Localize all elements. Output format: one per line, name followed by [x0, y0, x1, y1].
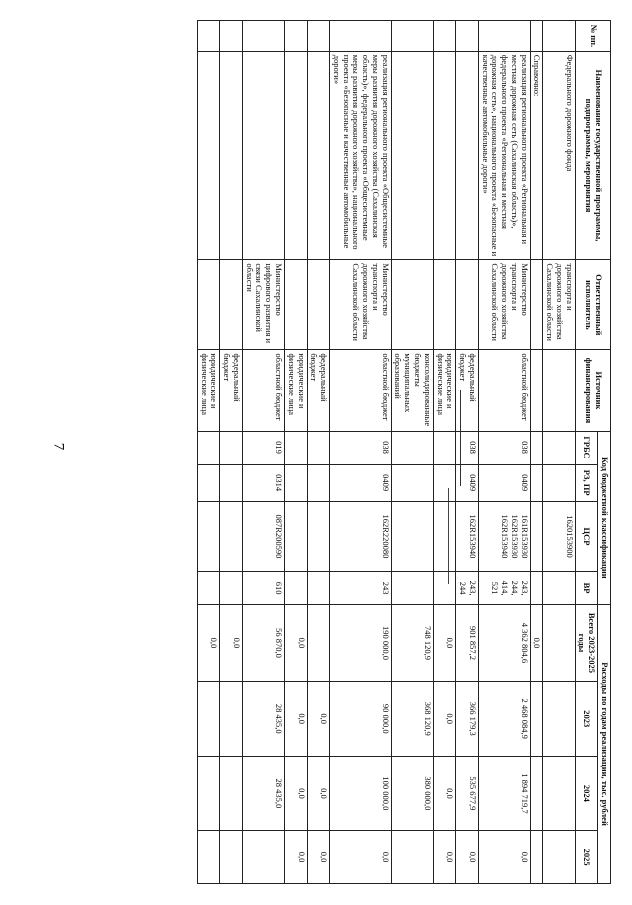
cell-rz	[197, 464, 220, 501]
cell-num	[433, 21, 456, 52]
cell-csr	[307, 501, 330, 571]
cell-grbs	[530, 431, 543, 464]
cell-csr	[220, 501, 243, 571]
cell-y2025	[391, 831, 433, 884]
table-row	[220, 21, 243, 884]
cell-num	[330, 21, 392, 52]
table-body	[197, 21, 575, 884]
cell-executor	[530, 260, 543, 350]
cell-csr: 087R200590	[242, 501, 284, 571]
cell-y2024: 0,0	[433, 756, 456, 831]
cell-executor: транспорта и дорожного хозяйства Сахалинской области	[543, 260, 575, 350]
cell-total	[543, 605, 575, 682]
header-2025: 2025	[575, 831, 598, 884]
cell-rz: 0409	[478, 464, 530, 501]
cell-executor: Министерство транспорта и дорожного хозяйства Сахалинской области	[330, 260, 392, 350]
cell-executor	[391, 260, 433, 350]
cell-grbs: 019	[242, 431, 284, 464]
cell-name	[220, 51, 243, 260]
cell-executor: Министерство транспорта и дорожного хозяйства Сахалинской области	[478, 260, 530, 350]
cell-name	[456, 51, 479, 260]
cell-y2025	[530, 831, 543, 884]
cell-y2024: 535 677,9	[456, 756, 479, 831]
cell-vr: 243	[330, 572, 392, 605]
page-number: 7	[50, 442, 67, 451]
cell-name: Справочно:	[530, 51, 543, 260]
cell-rz: 0409	[330, 464, 392, 501]
cell-y2025	[242, 831, 284, 884]
cell-num	[242, 21, 284, 52]
cell-source: областной бюджет	[242, 350, 284, 431]
cell-executor	[285, 260, 308, 350]
cell-name	[197, 51, 220, 260]
table-row	[307, 21, 330, 884]
cell-y2025: 0,0	[285, 831, 308, 884]
cell-grbs	[285, 431, 308, 464]
cell-grbs	[307, 431, 330, 464]
header-source: Источник финансирования	[575, 350, 610, 431]
cell-grbs	[543, 431, 575, 464]
cell-y2023: 366 179,3	[456, 681, 479, 756]
cell-num	[307, 21, 330, 52]
table-row	[197, 21, 220, 884]
cell-vr	[391, 572, 433, 605]
header-grbs: ГРБС	[575, 431, 598, 464]
cell-num	[456, 21, 479, 52]
cell-total: 748 120,9	[391, 605, 433, 682]
cell-num	[220, 21, 243, 52]
cell-vr	[530, 572, 543, 605]
cell-source: юридические и физические лица	[285, 350, 308, 431]
cell-total: 4 362 804,6	[478, 605, 530, 682]
cell-num	[543, 21, 575, 52]
cell-source: областной бюджет	[478, 350, 530, 431]
cell-name: реализация регионального проекта «Общесистемные меры развития дорожного хозяйства (Сахалинская область)», федерального проекта «Общесистемные меры развития дорожного хозяйства», национального проекта «Безопасные и качественные автомобильные дороги»	[330, 51, 392, 260]
cell-rz	[285, 464, 308, 501]
cell-executor	[197, 260, 220, 350]
cell-name	[307, 51, 330, 260]
cell-vr: 610	[242, 572, 284, 605]
cell-executor: Министерство цифрового развития и связи Сахалинской области	[242, 260, 284, 350]
cell-y2023: 2 468 084,9	[478, 681, 530, 756]
cell-csr: 1620153900	[543, 501, 575, 571]
cell-total: 0,0	[433, 605, 456, 682]
cell-y2023	[197, 681, 220, 756]
cell-y2024	[530, 756, 543, 831]
cell-rz	[307, 464, 330, 501]
table-row	[391, 21, 433, 884]
cell-csr	[285, 501, 308, 571]
cell-executor	[220, 260, 243, 350]
cell-total	[307, 605, 330, 682]
cell-source: юридические и физические лица	[197, 350, 220, 431]
cell-name	[285, 51, 308, 260]
cell-name	[242, 51, 284, 260]
cell-csr: 162R220080	[330, 501, 392, 571]
cell-vr	[285, 572, 308, 605]
cell-num	[530, 21, 543, 52]
cell-csr	[530, 501, 543, 571]
table-row	[242, 21, 284, 884]
cell-vr	[220, 572, 243, 605]
table-row	[285, 21, 308, 884]
cell-csr	[391, 501, 433, 571]
cell-csr: 161R153930 162R153930 162R153940	[478, 501, 530, 571]
cell-y2025: 0,0	[307, 831, 330, 884]
cell-total: 0,0	[285, 605, 308, 682]
cell-num	[478, 21, 530, 52]
cell-y2024	[220, 756, 243, 831]
cell-name: реализация регионального проекта «Региональная и местная дорожная сеть (Сахалинская область)», федерального проекта «Региональная и местная дорожная сеть», национального проекта «Безопасные и качественные автомобильные дороги»	[478, 51, 530, 260]
cell-source	[530, 350, 543, 431]
cell-vr	[433, 572, 456, 605]
cell-total: 901 857,2	[456, 605, 479, 682]
cell-y2024	[543, 756, 575, 831]
cell-name	[433, 51, 456, 260]
cell-y2023	[543, 681, 575, 756]
cell-y2023: 0,0	[433, 681, 456, 756]
cell-y2023: 0,0	[285, 681, 308, 756]
table-row	[456, 21, 479, 884]
cell-rz	[391, 464, 433, 501]
cell-total: 0,0	[220, 605, 243, 682]
cell-y2024: 100 000,0	[330, 756, 392, 831]
header-num: № пп.	[575, 21, 610, 52]
cell-executor	[433, 260, 456, 350]
cell-source	[543, 350, 575, 431]
cell-source: федеральный бюджет	[456, 350, 479, 431]
cell-rz	[543, 464, 575, 501]
cell-executor	[307, 260, 330, 350]
cell-name	[391, 51, 433, 260]
cell-y2024: 380 000,0	[391, 756, 433, 831]
cell-y2025	[543, 831, 575, 884]
cell-y2025: 0,0	[478, 831, 530, 884]
cell-y2025: 0,0	[456, 831, 479, 884]
cell-source: федеральный бюджет	[307, 350, 330, 431]
header-name: Наименование государственной программы, подпрограммы, мероприятия	[575, 51, 610, 260]
cell-vr: 243, 244, 414, 521	[478, 572, 530, 605]
cell-y2025	[197, 831, 220, 884]
cell-source: областной бюджет	[330, 350, 392, 431]
cell-grbs: 038	[456, 431, 479, 464]
cell-y2024: 28 435,0	[242, 756, 284, 831]
cell-csr: 162R153940	[456, 501, 479, 571]
header-budget-code: Код бюджетной классификации	[598, 431, 611, 604]
cell-executor	[456, 260, 479, 350]
header-total: Всего 2023-2025 годы	[575, 605, 598, 682]
cell-y2023	[530, 681, 543, 756]
cell-num	[197, 21, 220, 52]
header-csr: ЦСР	[575, 501, 598, 571]
cell-rz: 0409	[456, 464, 479, 501]
cell-vr	[197, 572, 220, 605]
cell-name: Федерального дорожного фонда	[543, 51, 575, 260]
cell-vr	[307, 572, 330, 605]
table-row	[543, 21, 575, 884]
header-2023: 2023	[575, 681, 598, 756]
table-row	[330, 21, 392, 884]
cell-rz	[433, 464, 456, 501]
budget-table	[197, 20, 611, 884]
cell-y2025	[220, 831, 243, 884]
cell-csr	[197, 501, 220, 571]
cell-y2023: 90 000,0	[330, 681, 392, 756]
header-vr: ВР	[575, 572, 598, 605]
cell-y2023: 28 435,0	[242, 681, 284, 756]
table-row	[433, 21, 456, 884]
cell-total: 0,0	[197, 605, 220, 682]
cell-grbs	[433, 431, 456, 464]
cell-source: консолидированные бюджеты муниципальных образований	[391, 350, 433, 431]
cell-total: 0,0	[530, 605, 543, 682]
cell-total: 56 870,0	[242, 605, 284, 682]
cell-grbs: 038	[478, 431, 530, 464]
cell-y2025: 0,0	[330, 831, 392, 884]
cell-vr: 243, 244	[456, 572, 479, 605]
cell-grbs	[220, 431, 243, 464]
budget-table-rotated	[197, 20, 611, 884]
cell-rz	[220, 464, 243, 501]
header-2024: 2024	[575, 756, 598, 831]
cell-source: федеральный бюджет	[220, 350, 243, 431]
cell-source: юридические и физические лица	[433, 350, 456, 431]
cell-y2023	[220, 681, 243, 756]
cell-y2024: 0,0	[285, 756, 308, 831]
cell-num	[391, 21, 433, 52]
cell-y2024	[197, 756, 220, 831]
cell-y2023: 368 120,9	[391, 681, 433, 756]
cell-num	[285, 21, 308, 52]
cell-grbs	[197, 431, 220, 464]
cell-y2025: 0,0	[433, 831, 456, 884]
header-rz: РЗ, ПР	[575, 464, 598, 501]
header-executor: Ответственный исполнитель	[575, 260, 610, 350]
cell-y2024: 1 894 719,7	[478, 756, 530, 831]
cell-rz: 0314	[242, 464, 284, 501]
table-row	[530, 21, 543, 884]
cell-y2024: 0,0	[307, 756, 330, 831]
header-expenses: Расходы по годам реализации, тыс. рублей	[598, 605, 611, 884]
table-row	[478, 21, 530, 884]
cell-total: 190 000,0	[330, 605, 392, 682]
cell-grbs	[391, 431, 433, 464]
cell-grbs: 038	[330, 431, 392, 464]
cell-vr	[543, 572, 575, 605]
cell-rz	[530, 464, 543, 501]
cell-csr	[433, 501, 456, 571]
cell-y2023: 0,0	[307, 681, 330, 756]
